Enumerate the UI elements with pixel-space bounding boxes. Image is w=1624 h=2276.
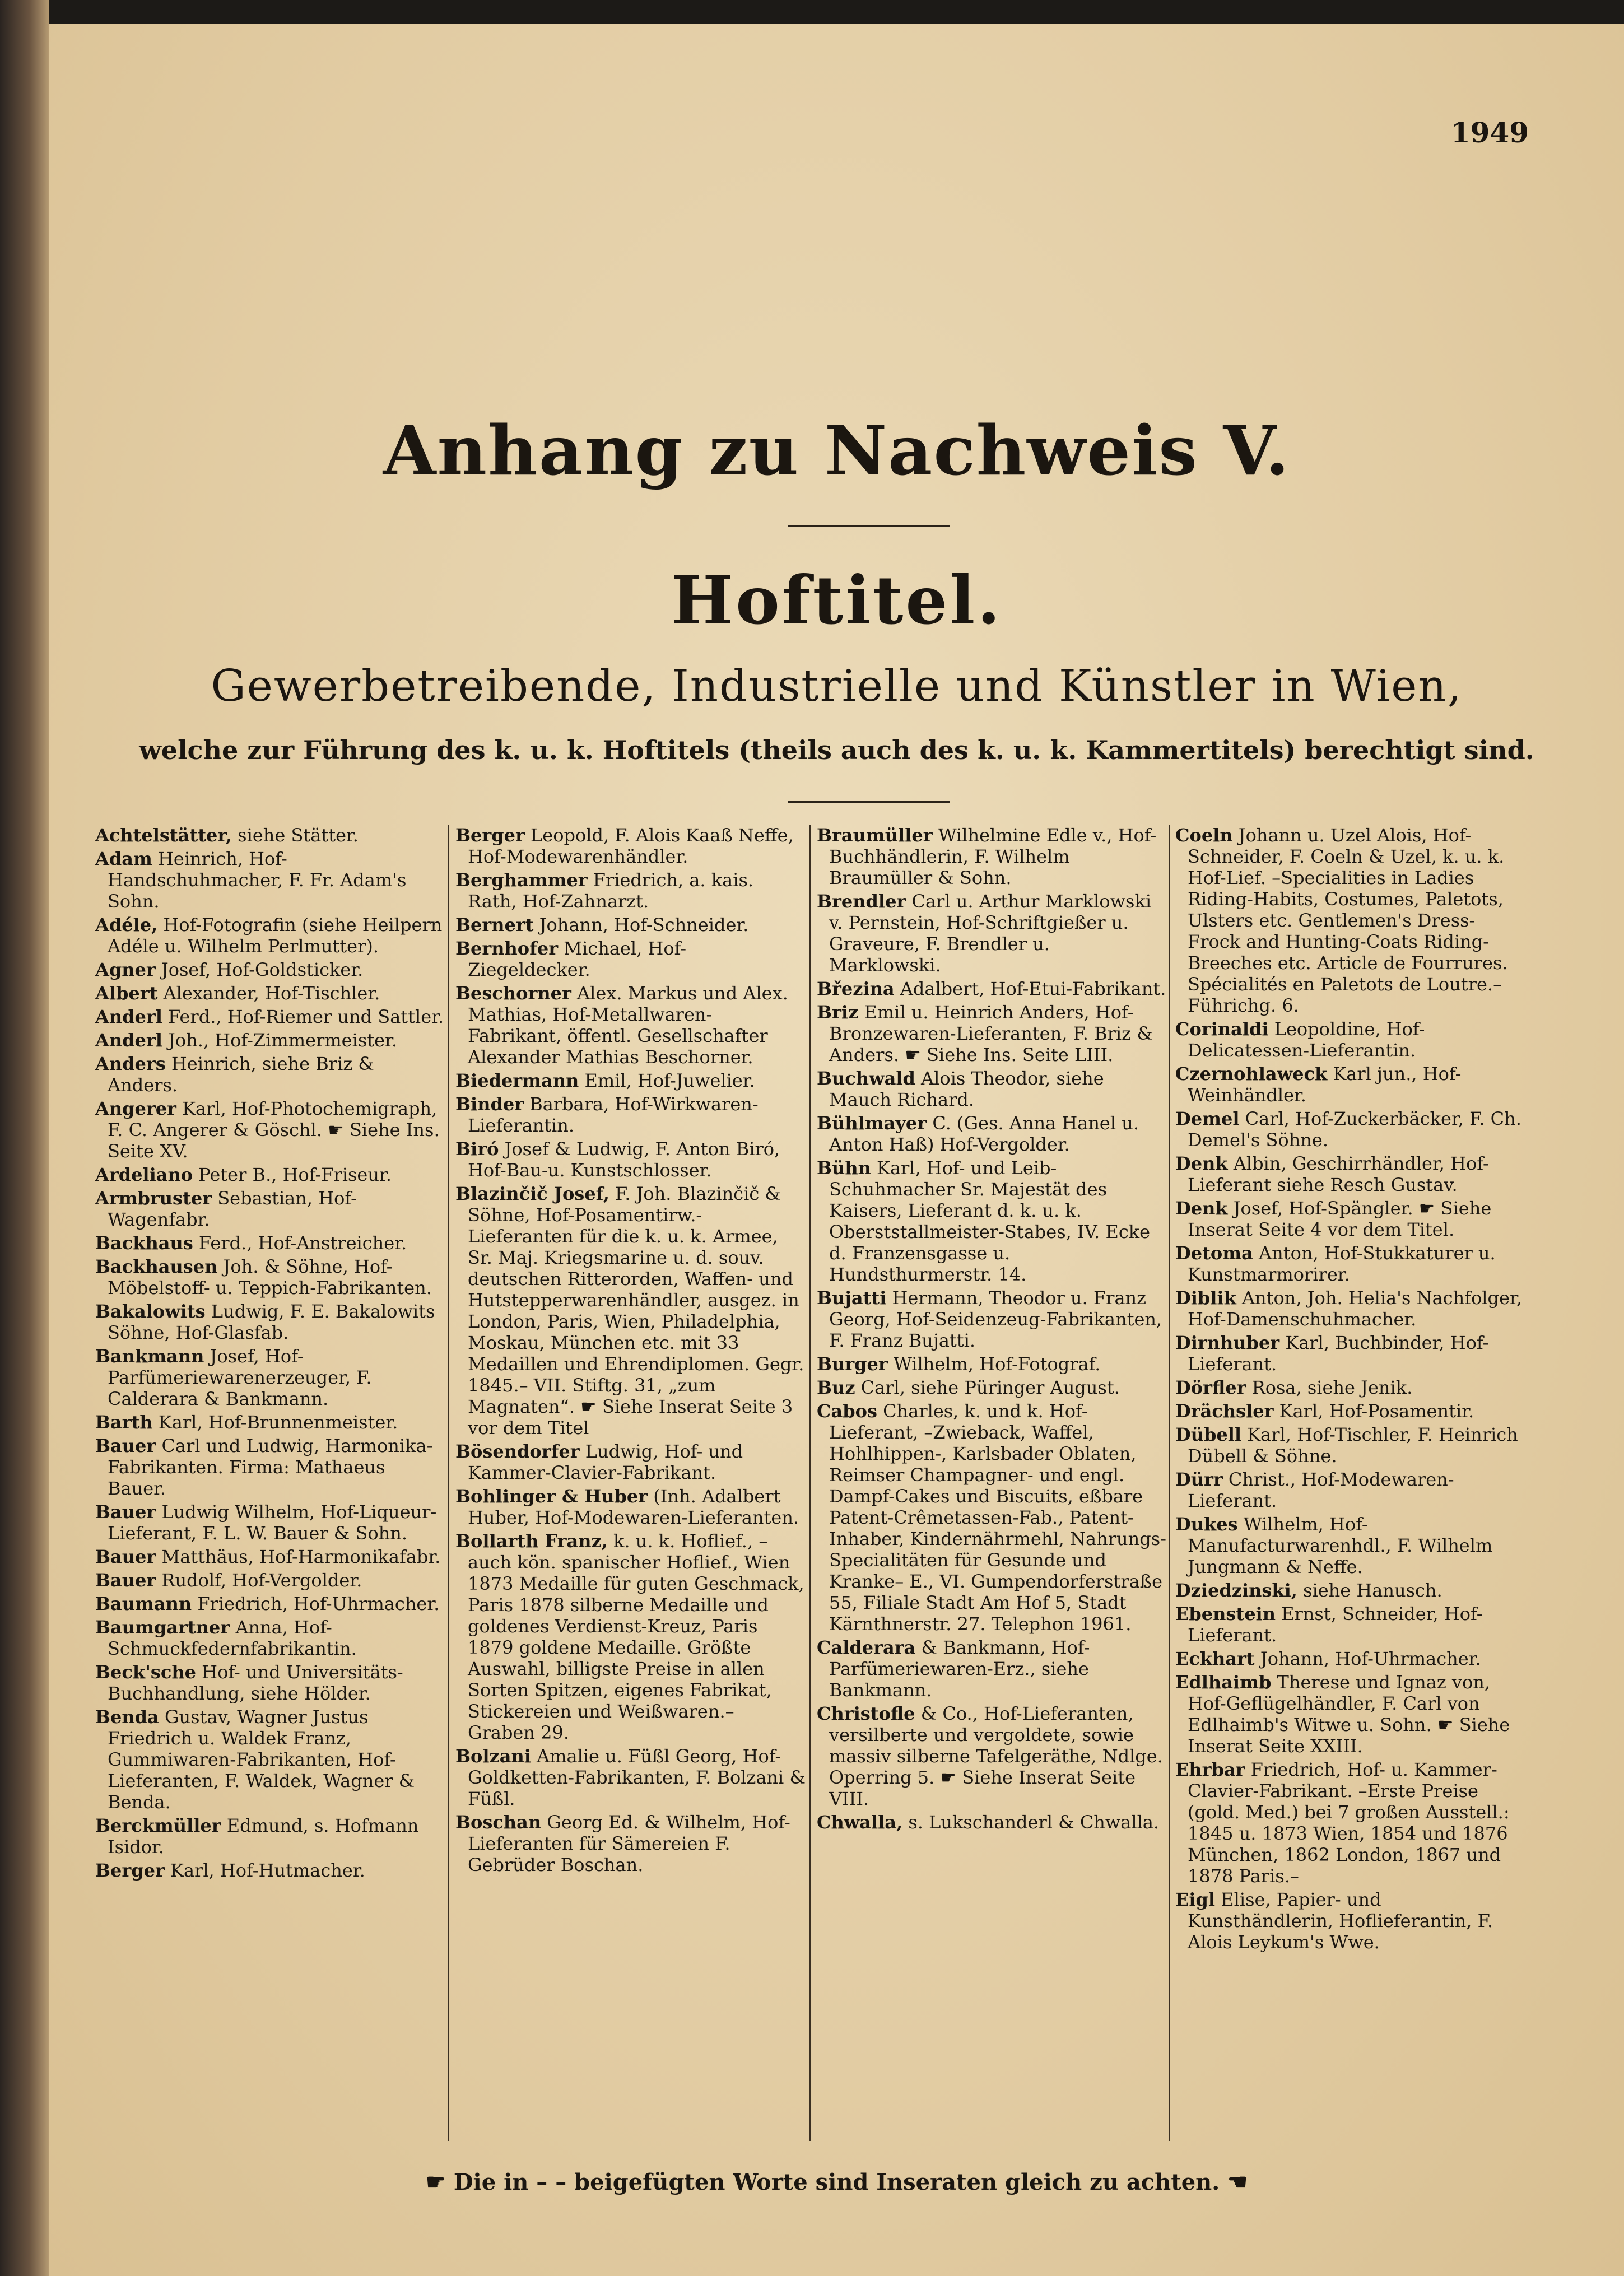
directory-entry <box>1175 1332 1525 1375</box>
entry-name: Baumgartner <box>95 1617 230 1638</box>
entry-name: Bakalowits <box>95 1301 206 1322</box>
entry-name: Denk <box>1175 1198 1228 1219</box>
entry-text: Alex. Markus und Alex. Mathias, Hof-Metallwaren-Fabrikant, öffentl. Gesellschafter Alexander Mathias Beschorner. <box>468 983 788 1068</box>
entry-name: Drächsler <box>1175 1400 1274 1422</box>
column-1 <box>95 825 445 1883</box>
directory-entry <box>95 1006 445 1027</box>
entry-name: Backhaus <box>95 1232 193 1254</box>
directory-entry <box>455 1441 806 1483</box>
directory-entry <box>95 1706 445 1813</box>
entry-text: Ferd., Hof-Anstreicher. <box>198 1232 407 1254</box>
entry-name: Cabos <box>817 1400 877 1422</box>
entry-name: Buz <box>817 1377 855 1398</box>
entry-text: & Co., Hof-Lieferanten, versilberte und vergoldete, sowie massiv silberne Tafelgeräthe, Ndlge. Operring 5. ☛ Siehe Inserat Seite VIII. <box>829 1703 1163 1809</box>
entry-name: Edlhaimb <box>1175 1672 1272 1693</box>
entry-text: Hof- und Universitäts-Buchhandlung, siehe Hölder. <box>108 1661 403 1704</box>
entry-name: Baumann <box>95 1593 192 1614</box>
directory-entry <box>455 1486 806 1528</box>
entry-name: Denk <box>1175 1153 1228 1174</box>
directory-entry <box>1175 1759 1525 1887</box>
directory-entry <box>817 978 1167 999</box>
entry-name: Coeln <box>1175 825 1233 846</box>
entry-name: Corinaldi <box>1175 1018 1269 1040</box>
page-title: Anhang zu Nachweis V. <box>383 410 1291 491</box>
entry-name: Bühlmayer <box>817 1113 927 1134</box>
entry-name: Bernert <box>455 914 534 935</box>
entry-text: Leopoldine, Hof-Delicatessen-Lieferantin. <box>1188 1018 1425 1061</box>
directory-entry <box>95 1030 445 1051</box>
entry-name: Bujatti <box>817 1287 887 1309</box>
entry-name: Barth <box>95 1412 153 1433</box>
entry-name: Adam <box>95 848 152 869</box>
directory-entry <box>95 848 445 912</box>
entry-name: Bauer <box>95 1501 156 1523</box>
entry-text: Ferd., Hof-Riemer und Sattler. <box>168 1006 444 1027</box>
section-subheading: Gewerbetreibende, Industrielle und Künstler in Wien, <box>211 661 1463 711</box>
entry-text: Matthäus, Hof-Harmonikafabr. <box>161 1546 441 1567</box>
entry-text: Josef & Ludwig, F. Anton Biró, Hof-Bau-u. Kunstschlosser. <box>468 1138 780 1181</box>
entry-name: Ardeliano <box>95 1164 193 1185</box>
entry-name: Bauer <box>95 1435 156 1456</box>
entry-name: Bankmann <box>95 1346 204 1367</box>
entry-text: Anna, Hof-Schmuckfedernfabrikantin. <box>108 1617 357 1659</box>
directory-entry <box>817 1157 1167 1285</box>
entry-text: Amalie u. Füßl Georg, Hof-Goldketten-Fabrikanten, F. Bolzani & Füßl. <box>468 1746 806 1809</box>
directory-entry <box>95 1815 445 1858</box>
entry-name: Eckhart <box>1175 1648 1255 1669</box>
entry-name: Eigl <box>1175 1889 1216 1910</box>
directory-entry <box>95 1164 445 1185</box>
entry-text: Albin, Geschirrhändler, Hof-Lieferant siehe Resch Gustav. <box>1188 1153 1489 1195</box>
entry-name: Bernhofer <box>455 938 559 959</box>
column-divider <box>809 825 811 2141</box>
entry-text: Karl, Hof-Hutmacher. <box>170 1860 365 1881</box>
directory-entry <box>95 1098 445 1162</box>
entry-name: Binder <box>455 1093 524 1115</box>
entry-name: Diblik <box>1175 1287 1236 1309</box>
entry-name: Buchwald <box>817 1068 915 1089</box>
entry-name: Bohlinger & Huber <box>455 1486 648 1507</box>
entry-name: Angerer <box>95 1098 176 1119</box>
document-page <box>49 24 1624 2276</box>
entry-text: Elise, Papier- und Kunsthändlerin, Hoflieferantin, F. Alois Leykum's Wwe. <box>1188 1889 1493 1953</box>
entry-name: Albert <box>95 983 158 1004</box>
entry-name: Biedermann <box>455 1070 579 1091</box>
entry-text: C. (Ges. Anna Hanel u. Anton Haß) Hof-Vergolder. <box>829 1113 1139 1155</box>
column-3 <box>817 825 1167 1835</box>
entry-text: Karl, Hof-Photochemigraph, F. C. Angerer & Göschl. ☛ Siehe Ins. Seite XV. <box>108 1098 440 1162</box>
entry-text: Emil u. Heinrich Anders, Hof-Bronzewaren-Lieferanten, F. Briz & Anders. ☛ Siehe Ins. Seite LIII. <box>829 1002 1153 1065</box>
directory-entry <box>95 1232 445 1254</box>
directory-entry <box>817 825 1167 888</box>
entry-text: siehe Stätter. <box>238 825 359 846</box>
entry-text: Karl, Hof-Posamentir. <box>1279 1400 1474 1422</box>
entry-name: Dukes <box>1175 1514 1238 1535</box>
entry-name: Beschorner <box>455 983 571 1004</box>
entry-text: Alexander, Hof-Tischler. <box>163 983 380 1004</box>
entry-text: Wilhelm, Hof-Fotograf. <box>893 1353 1101 1375</box>
directory-entry <box>1175 1580 1525 1601</box>
directory-entry <box>95 1346 445 1409</box>
page-number: 1949 <box>1450 116 1529 149</box>
directory-entry <box>1175 1063 1525 1106</box>
entry-text: siehe Hanusch. <box>1303 1580 1442 1601</box>
entry-text: Karl, Hof- und Leib-Schuhmacher Sr. Majestät des Kaisers, Lieferant d. k. u. k. Oberststallmeister-Stabes, IV. Ecke d. Franzensgasse u. Hundsthurmerstr. 14. <box>829 1157 1151 1285</box>
directory-entry <box>455 1530 806 1743</box>
entry-name: Brendler <box>817 891 906 912</box>
directory-entry <box>1175 1287 1525 1330</box>
entry-name: Blazinčič Josef, <box>455 1183 609 1204</box>
entry-text: Josef, Hof-Parfümeriewarenerzeuger, F. Calderara & Bankmann. <box>108 1346 372 1409</box>
directory-entry <box>95 1435 445 1499</box>
entry-text: Carl und Ludwig, Harmonika-Fabrikanten. Firma: Mathaeus Bauer. <box>108 1435 433 1499</box>
directory-entry <box>1175 1672 1525 1757</box>
entry-name: Bollarth Franz, <box>455 1530 608 1552</box>
entry-text: Christ., Hof-Modewaren-Lieferant. <box>1188 1469 1454 1511</box>
entry-text: Josef, Hof-Goldsticker. <box>161 959 364 980</box>
entry-text: Sebastian, Hof-Wagenfabr. <box>108 1188 357 1230</box>
directory-entry <box>455 1746 806 1809</box>
directory-entry <box>455 938 806 980</box>
entry-name: Biró <box>455 1138 499 1160</box>
entry-name: Anders <box>95 1053 166 1074</box>
directory-entry <box>95 1661 445 1704</box>
directory-entry <box>1175 1018 1525 1061</box>
entry-name: Beck'sche <box>95 1661 196 1683</box>
entry-text: F. Joh. Blazinčič & Söhne, Hof-Posamentirw.-Lieferanten für die k. u. k. Armee, Sr. Maj. Kriegsmarine u. d. souv. deutschen Ritterorden, Waffen- und Hutstepperwarenhändler, ausgez. in London, Paris, Wien, Philadelphia, Moskau, München etc. mit 33 Medaillen und Ehrendiplomen. Gegr. 1845.– VII. Stiftg. 31, „zum Magnaten“. ☛ Siehe Inserat Seite 3 vor dem Titel <box>468 1183 804 1439</box>
directory-entry <box>95 1053 445 1096</box>
directory-entry <box>817 1400 1167 1635</box>
entry-name: Březina <box>817 978 895 999</box>
entry-text: Anton, Hof-Stukkaturer u. Kunstmarmorirer. <box>1188 1242 1496 1285</box>
directory-entry <box>817 1353 1167 1375</box>
entry-name: Bauer <box>95 1546 156 1567</box>
entry-text: Charles, k. und k. Hof-Lieferant, –Zwieback, Waffel, Hohlhippen-, Karlsbader Oblaten, Reimser Champagner- und engl. Dampf-Cakes und Biscuits, eßbare Patent-Crêmetassen-Fab., Patent-Inhaber, Kindernährmehl, Nahrungs-Specialitäten für Gesunde und Kranke– E., VI. Gumpendorferstraße 55, Filiale Stadt Am Hof 5, Stadt Kärnthnerstr. 27. Telephon 1961. <box>829 1400 1166 1635</box>
entry-text: Gustav, Wagner Justus Friedrich u. Waldek Franz, Gummiwaren-Fabrikanten, Hof-Lieferanten, F. Waldek, Wagner & Benda. <box>108 1706 415 1813</box>
directory-entry <box>95 914 445 957</box>
column-2 <box>455 825 806 1878</box>
entry-text: Heinrich, siehe Briz & Anders. <box>108 1053 374 1096</box>
entry-text: Johann, Hof-Schneider. <box>539 914 749 935</box>
directory-entry <box>817 1002 1167 1065</box>
entry-name: Czernohlaweck <box>1175 1063 1328 1085</box>
entry-text: Georg Ed. & Wilhelm, Hof-Lieferanten für Sämereien F. Gebrüder Boschan. <box>468 1812 790 1875</box>
entry-name: Bühn <box>817 1157 871 1179</box>
directory-entry <box>95 959 445 980</box>
entry-name: Anderl <box>95 1006 162 1027</box>
entry-text: Hermann, Theodor u. Franz Georg, Hof-Seidenzeug-Fabrikanten, F. Franz Bujatti. <box>829 1287 1162 1351</box>
entry-name: Dziedzinski, <box>1175 1580 1297 1601</box>
entry-text: Anton, Joh. Helia's Nachfolger, Hof-Damenschuhmacher. <box>1188 1287 1522 1330</box>
entry-name: Bolzani <box>455 1746 531 1767</box>
directory-entry <box>1175 1400 1525 1422</box>
entry-text: Johann, Hof-Uhrmacher. <box>1260 1648 1481 1669</box>
entry-text: Leopold, F. Alois Kaaß Neffe, Hof-Modewarenhändler. <box>468 825 794 867</box>
entry-text: Ernst, Schneider, Hof-Lieferant. <box>1188 1603 1483 1646</box>
entry-text: Karl, Buchbinder, Hof-Lieferant. <box>1188 1332 1489 1375</box>
directory-entry <box>95 1501 445 1544</box>
directory-entry <box>1175 1648 1525 1669</box>
directory-entry <box>455 869 806 912</box>
directory-entry <box>817 891 1167 976</box>
divider <box>788 801 950 803</box>
entry-text: Hof-Fotografin (siehe Heilpern Adéle u. Wilhelm Perlmutter). <box>108 914 443 957</box>
book-spine <box>0 0 49 2276</box>
entry-name: Dörfler <box>1175 1377 1246 1398</box>
entry-text: Edmund, s. Hofmann Isidor. <box>108 1815 419 1858</box>
directory-entry <box>817 1703 1167 1809</box>
directory-entry <box>1175 1603 1525 1646</box>
entry-name: Christofle <box>817 1703 915 1724</box>
entry-name: Dürr <box>1175 1469 1223 1490</box>
directory-entry <box>95 1412 445 1433</box>
entry-name: Calderara <box>817 1637 916 1658</box>
directory-entry <box>1175 1108 1525 1151</box>
entry-text: Ludwig Wilhelm, Hof-Liqueur-Lieferant, F. L. W. Bauer & Sohn. <box>108 1501 437 1544</box>
entry-name: Backhausen <box>95 1256 218 1277</box>
entry-text: Adalbert, Hof-Etui-Fabrikant. <box>900 978 1166 999</box>
directory-entry <box>817 1287 1167 1351</box>
entry-text: Rosa, siehe Jenik. <box>1251 1377 1413 1398</box>
entry-text: Heinrich, Hof-Handschuhmacher, F. Fr. Adam's Sohn. <box>108 848 407 912</box>
directory-entry <box>1175 1242 1525 1285</box>
entry-name: Briz <box>817 1002 859 1023</box>
directory-entry <box>817 1637 1167 1701</box>
entry-text: Peter B., Hof-Friseur. <box>198 1164 392 1185</box>
entry-text: Carl u. Arthur Marklowski v. Pernstein, Hof-Schriftgießer u. Graveure, F. Brendler u. Marklowski. <box>829 891 1152 976</box>
entry-text: Rudolf, Hof-Vergolder. <box>161 1570 362 1591</box>
directory-entry <box>455 1070 806 1091</box>
entry-text: Therese und Ignaz von, Hof-Geflügelhändler, F. Carl von Edlhaimb's Witwe u. Sohn. ☛ Siehe Inserat Seite XXIII. <box>1188 1672 1510 1757</box>
entry-text: Friedrich, a. kais. Rath, Hof-Zahnarzt. <box>468 869 754 912</box>
section-title: Hoftitel. <box>671 561 1003 639</box>
entry-name: Ebenstein <box>1175 1603 1276 1625</box>
entry-name: Benda <box>95 1706 159 1728</box>
section-description: welche zur Führung des k. u. k. Hoftitels (theils auch des k. u. k. Kammertitels) berechtigt sind. <box>139 735 1534 765</box>
directory-entry <box>1175 1424 1525 1467</box>
entry-name: Braumüller <box>817 825 933 846</box>
entry-text: Josef, Hof-Spängler. ☛ Siehe Inserat Seite 4 vor dem Titel. <box>1188 1198 1492 1240</box>
entry-name: Ehrbar <box>1175 1759 1245 1780</box>
directory-entry <box>95 825 445 846</box>
directory-entry <box>455 1138 806 1181</box>
entry-name: Burger <box>817 1353 888 1375</box>
directory-entry <box>1175 1377 1525 1398</box>
entry-text: Karl jun., Hof-Weinhändler. <box>1188 1063 1462 1106</box>
entry-text: Friedrich, Hof-Uhrmacher. <box>197 1593 440 1614</box>
entry-text: s. Lukschanderl & Chwalla. <box>908 1812 1160 1833</box>
entry-name: Achtelstätter, <box>95 825 232 846</box>
entry-text: Emil, Hof-Juwelier. <box>584 1070 755 1091</box>
entry-name: Adéle, <box>95 914 158 935</box>
entry-name: Dübell <box>1175 1424 1242 1445</box>
entry-name: Boschan <box>455 1812 542 1833</box>
entry-text: Carl, Hof-Zuckerbäcker, F. Ch. Demel's Söhne. <box>1188 1108 1521 1151</box>
entry-text: Friedrich, Hof- u. Kammer-Clavier-Fabrikant. –Erste Preise (gold. Med.) bei 7 großen Ausstell.: 1845 u. 1873 Wien, 1854 und 1876 München, 1862 London, 1867 und 1878 Paris.– <box>1188 1759 1510 1887</box>
entry-text: Joh. & Söhne, Hof-Möbelstoff- u. Teppich-Fabrikanten. <box>108 1256 432 1298</box>
entry-text: & Bankmann, Hof-Parfümeriewaren-Erz., siehe Bankmann. <box>829 1637 1090 1701</box>
divider <box>788 525 950 527</box>
entry-name: Chwalla, <box>817 1812 903 1833</box>
directory-entry <box>95 1256 445 1298</box>
entry-text: Ludwig, F. E. Bakalowits Söhne, Hof-Glasfab. <box>108 1301 435 1343</box>
directory-entry <box>95 1570 445 1591</box>
entry-name: Bauer <box>95 1570 156 1591</box>
directory-entry <box>95 983 445 1004</box>
entry-text: (Inh. Adalbert Huber, Hof-Modewaren-Lieferanten. <box>468 1486 799 1528</box>
directory-entry <box>1175 1469 1525 1511</box>
entry-name: Demel <box>1175 1108 1240 1129</box>
directory-entry <box>455 1812 806 1875</box>
directory-entry <box>95 1593 445 1614</box>
directory-entry <box>95 1546 445 1567</box>
entry-name: Bösendorfer <box>455 1441 580 1462</box>
entry-text: Joh., Hof-Zimmermeister. <box>168 1030 397 1051</box>
directory-entry <box>1175 1198 1525 1240</box>
column-4 <box>1175 825 1525 1955</box>
entry-name: Berghammer <box>455 869 588 891</box>
entry-text: Wilhelmine Edle v., Hof-Buchhändlerin, F. Wilhelm Braumüller & Sohn. <box>829 825 1157 888</box>
directory-entry <box>1175 1889 1525 1953</box>
page-footer-note: ☛ Die in – – beigefügten Worte sind Inseraten gleich zu achten. ☚ <box>426 2169 1248 2195</box>
directory-entry <box>455 1183 806 1439</box>
directory-entry <box>455 983 806 1068</box>
column-divider <box>1169 825 1170 2141</box>
entry-text: Karl, Hof-Brunnenmeister. <box>158 1412 398 1433</box>
directory-entry <box>817 1068 1167 1110</box>
entry-name: Detoma <box>1175 1242 1253 1264</box>
column-divider <box>448 825 449 2141</box>
entry-text: k. u. k. Hoflief., –auch kön. spanischer Hoflief., Wien 1873 Medaille für guten Geschmack, Paris 1878 silberne Medaille und goldenes Verdienst-Kreuz, Paris 1879 goldene Medaille. Größte Auswahl, billigste Preise in allen Sorten Spitzen, eigenes Fabrikat, Stickereien und Weißwaren.– Graben 29. <box>468 1530 804 1743</box>
directory-entry <box>817 1113 1167 1155</box>
entry-text: Michael, Hof-Ziegeldecker. <box>468 938 687 980</box>
directory-entry <box>1175 825 1525 1016</box>
directory-entry <box>455 1093 806 1136</box>
directory-entry <box>455 825 806 867</box>
directory-entry <box>817 1812 1167 1833</box>
entry-text: Johann u. Uzel Alois, Hof-Schneider, F. Coeln & Uzel, k. u. k. Hof-Lief. –Specialities in Ladies Riding-Habits, Costumes, Paletots, Ulsters etc. Gentlemen's Dress-Frock and Hunting-Coats Riding-Breeches etc. Article de Fourrures. Spécialités en Paletots de Loutre.– Führichg. 6. <box>1188 825 1508 1016</box>
directory-entry <box>95 1188 445 1230</box>
directory-entry <box>95 1617 445 1659</box>
directory-entry <box>1175 1514 1525 1577</box>
entry-name: Anderl <box>95 1030 162 1051</box>
directory-entry <box>95 1301 445 1343</box>
directory-entry <box>95 1860 445 1881</box>
entry-name: Armbruster <box>95 1188 212 1209</box>
entry-name: Berger <box>95 1860 165 1881</box>
directory-entry <box>455 914 806 935</box>
entry-text: Ludwig, Hof- und Kammer-Clavier-Fabrikant. <box>468 1441 743 1483</box>
entry-name: Dirnhuber <box>1175 1332 1280 1353</box>
entry-text: Alois Theodor, siehe Mauch Richard. <box>829 1068 1104 1110</box>
entry-name: Agner <box>95 959 156 980</box>
entry-text: Wilhelm, Hof-Manufacturwarenhdl., F. Wilhelm Jungmann & Neffe. <box>1188 1514 1493 1577</box>
directory-entry <box>817 1377 1167 1398</box>
entry-text: Karl, Hof-Tischler, F. Heinrich Dübell & Söhne. <box>1188 1424 1518 1467</box>
directory-entry <box>1175 1153 1525 1195</box>
entry-text: Barbara, Hof-Wirkwaren-Lieferantin. <box>468 1093 759 1136</box>
entry-name: Berckmüller <box>95 1815 221 1836</box>
entry-text: Carl, siehe Püringer August. <box>860 1377 1120 1398</box>
entry-name: Berger <box>455 825 525 846</box>
